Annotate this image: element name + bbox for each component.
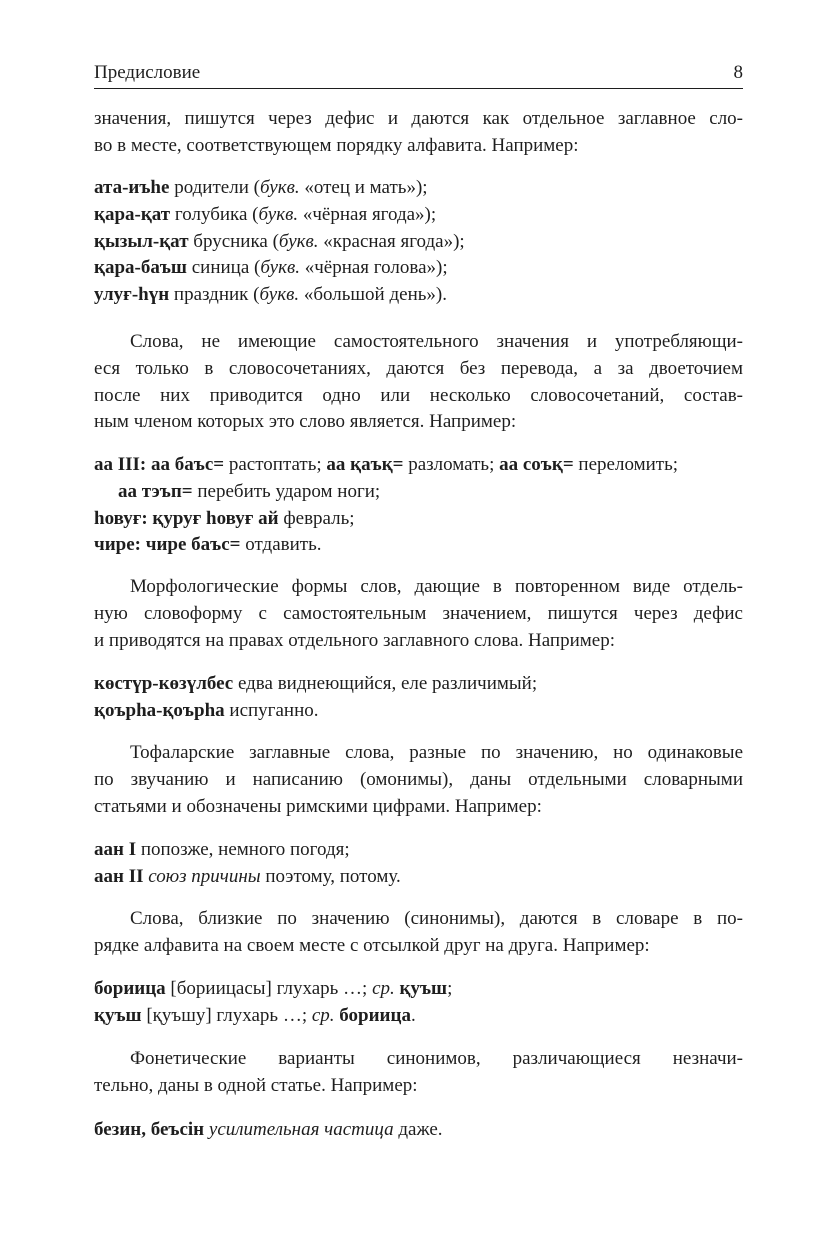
dictionary-entry: көстүр-көзүлбес едва виднеющийся, еле различимый; bbox=[94, 673, 538, 694]
paragraph-homonyms bbox=[94, 740, 743, 820]
dictionary-entry: аа тэъп= перебить ударом ноги; bbox=[118, 480, 381, 502]
paragraph-synonyms bbox=[94, 906, 743, 960]
dictionary-entry: қара-баъш синица (букв. «чёрная голова»); bbox=[94, 257, 448, 279]
dictionary-entry: һовуғ: қуруғ һовуғ ай февраль; bbox=[94, 507, 355, 529]
text-line: ную словоформу с самостоятельным значением, пишутся через дефис bbox=[94, 602, 743, 624]
text-line: Слова, не имеющие самостоятельного значения и употребляющи- bbox=[130, 331, 743, 352]
text-line: и приводятся на правах отдельного заглавного слова. Например: bbox=[94, 629, 615, 651]
paragraph-phrases bbox=[94, 329, 743, 436]
header-title: Предисловие bbox=[94, 62, 201, 83]
headword: улуғ-һүн bbox=[94, 284, 170, 306]
dictionary-entry: қызыл-қат брусника (букв. «красная ягода»); bbox=[94, 230, 465, 252]
paragraph-morphological-forms bbox=[94, 574, 743, 654]
dictionary-entry: улуғ-һүн праздник (букв. «большой день»). bbox=[94, 284, 447, 306]
dictionary-entry: безин, беъсін усилительная частица даже. bbox=[94, 1119, 443, 1140]
page-number: 8 bbox=[733, 62, 743, 83]
dictionary-entry: қара-қат голубика (букв. «чёрная ягода»); bbox=[94, 203, 437, 225]
text-line: по звучанию и написанию (омонимы), даны отдельными словарными bbox=[94, 768, 743, 790]
dictionary-entry: ата-иъһе родители (букв. «отец и мать»); bbox=[94, 177, 428, 198]
example-list-forms bbox=[94, 671, 743, 725]
text-line: Слова, близкие по значению (синонимы), даются в словаре в по- bbox=[130, 908, 743, 929]
text-line: Морфологические формы слов, дающие в повторенном виде отдель- bbox=[130, 576, 743, 597]
text-line: еся только в словосочетаниях, даются без перевода, а за двоеточием bbox=[94, 357, 743, 379]
text-line: статьями и обозначены римскими цифрами. Например: bbox=[94, 795, 542, 817]
text-line: Фонетические варианты синонимов, различающиеся незначи- bbox=[130, 1048, 743, 1069]
text-line: ным членом которых это слово является. Например: bbox=[94, 411, 517, 433]
paragraph-continuation bbox=[94, 106, 743, 160]
dictionary-entry: аан I попозже, немного погодя; bbox=[94, 839, 350, 860]
text-line: после них приводится одно или несколько словосочетаний, состав- bbox=[94, 384, 743, 406]
headword: қызыл-қат bbox=[94, 230, 189, 252]
text-line: значения, пишутся через дефис и даются как отдельное заглавное сло- bbox=[94, 108, 743, 129]
dictionary-entry: қуъш [қуъшу] глухарь …; ср. бориица. bbox=[94, 1004, 416, 1026]
dictionary-entry: аан II союз причины поэтому, потому. bbox=[94, 865, 401, 887]
text-line: тельно, даны в одной статье. Например: bbox=[94, 1074, 418, 1096]
dictionary-entry: аа III: аа баъс= растоптать; аа қаъқ= разломать; аа соъқ= переломить; bbox=[94, 454, 679, 475]
headword: ата-иъһе bbox=[94, 177, 170, 198]
headword: қара-қат bbox=[94, 203, 171, 225]
paragraph-phonetic-variants bbox=[94, 1046, 743, 1100]
example-list-homonyms bbox=[94, 837, 743, 891]
text-line: Тофаларские заглавные слова, разные по значению, но одинаковые bbox=[130, 742, 743, 763]
running-header bbox=[94, 60, 743, 89]
example-list-compounds bbox=[94, 175, 743, 309]
dictionary-entry: қоърһа-қоърһа испуганно. bbox=[94, 699, 319, 721]
headword: қара-баъш bbox=[94, 257, 187, 279]
example-list-variants bbox=[94, 1117, 743, 1144]
text-line: во в месте, соответствующем порядку алфавита. Например: bbox=[94, 134, 579, 156]
example-list-synonyms bbox=[94, 976, 743, 1030]
dictionary-entry: бориица [бориицасы] глухарь …; ср. қуъш; bbox=[94, 978, 453, 999]
dictionary-entry: чире: чире баъс= отдавить. bbox=[94, 534, 322, 556]
text-line: рядке алфавита на своем месте с отсылкой друг на друга. Например: bbox=[94, 934, 650, 956]
example-list-phrases bbox=[94, 452, 743, 559]
